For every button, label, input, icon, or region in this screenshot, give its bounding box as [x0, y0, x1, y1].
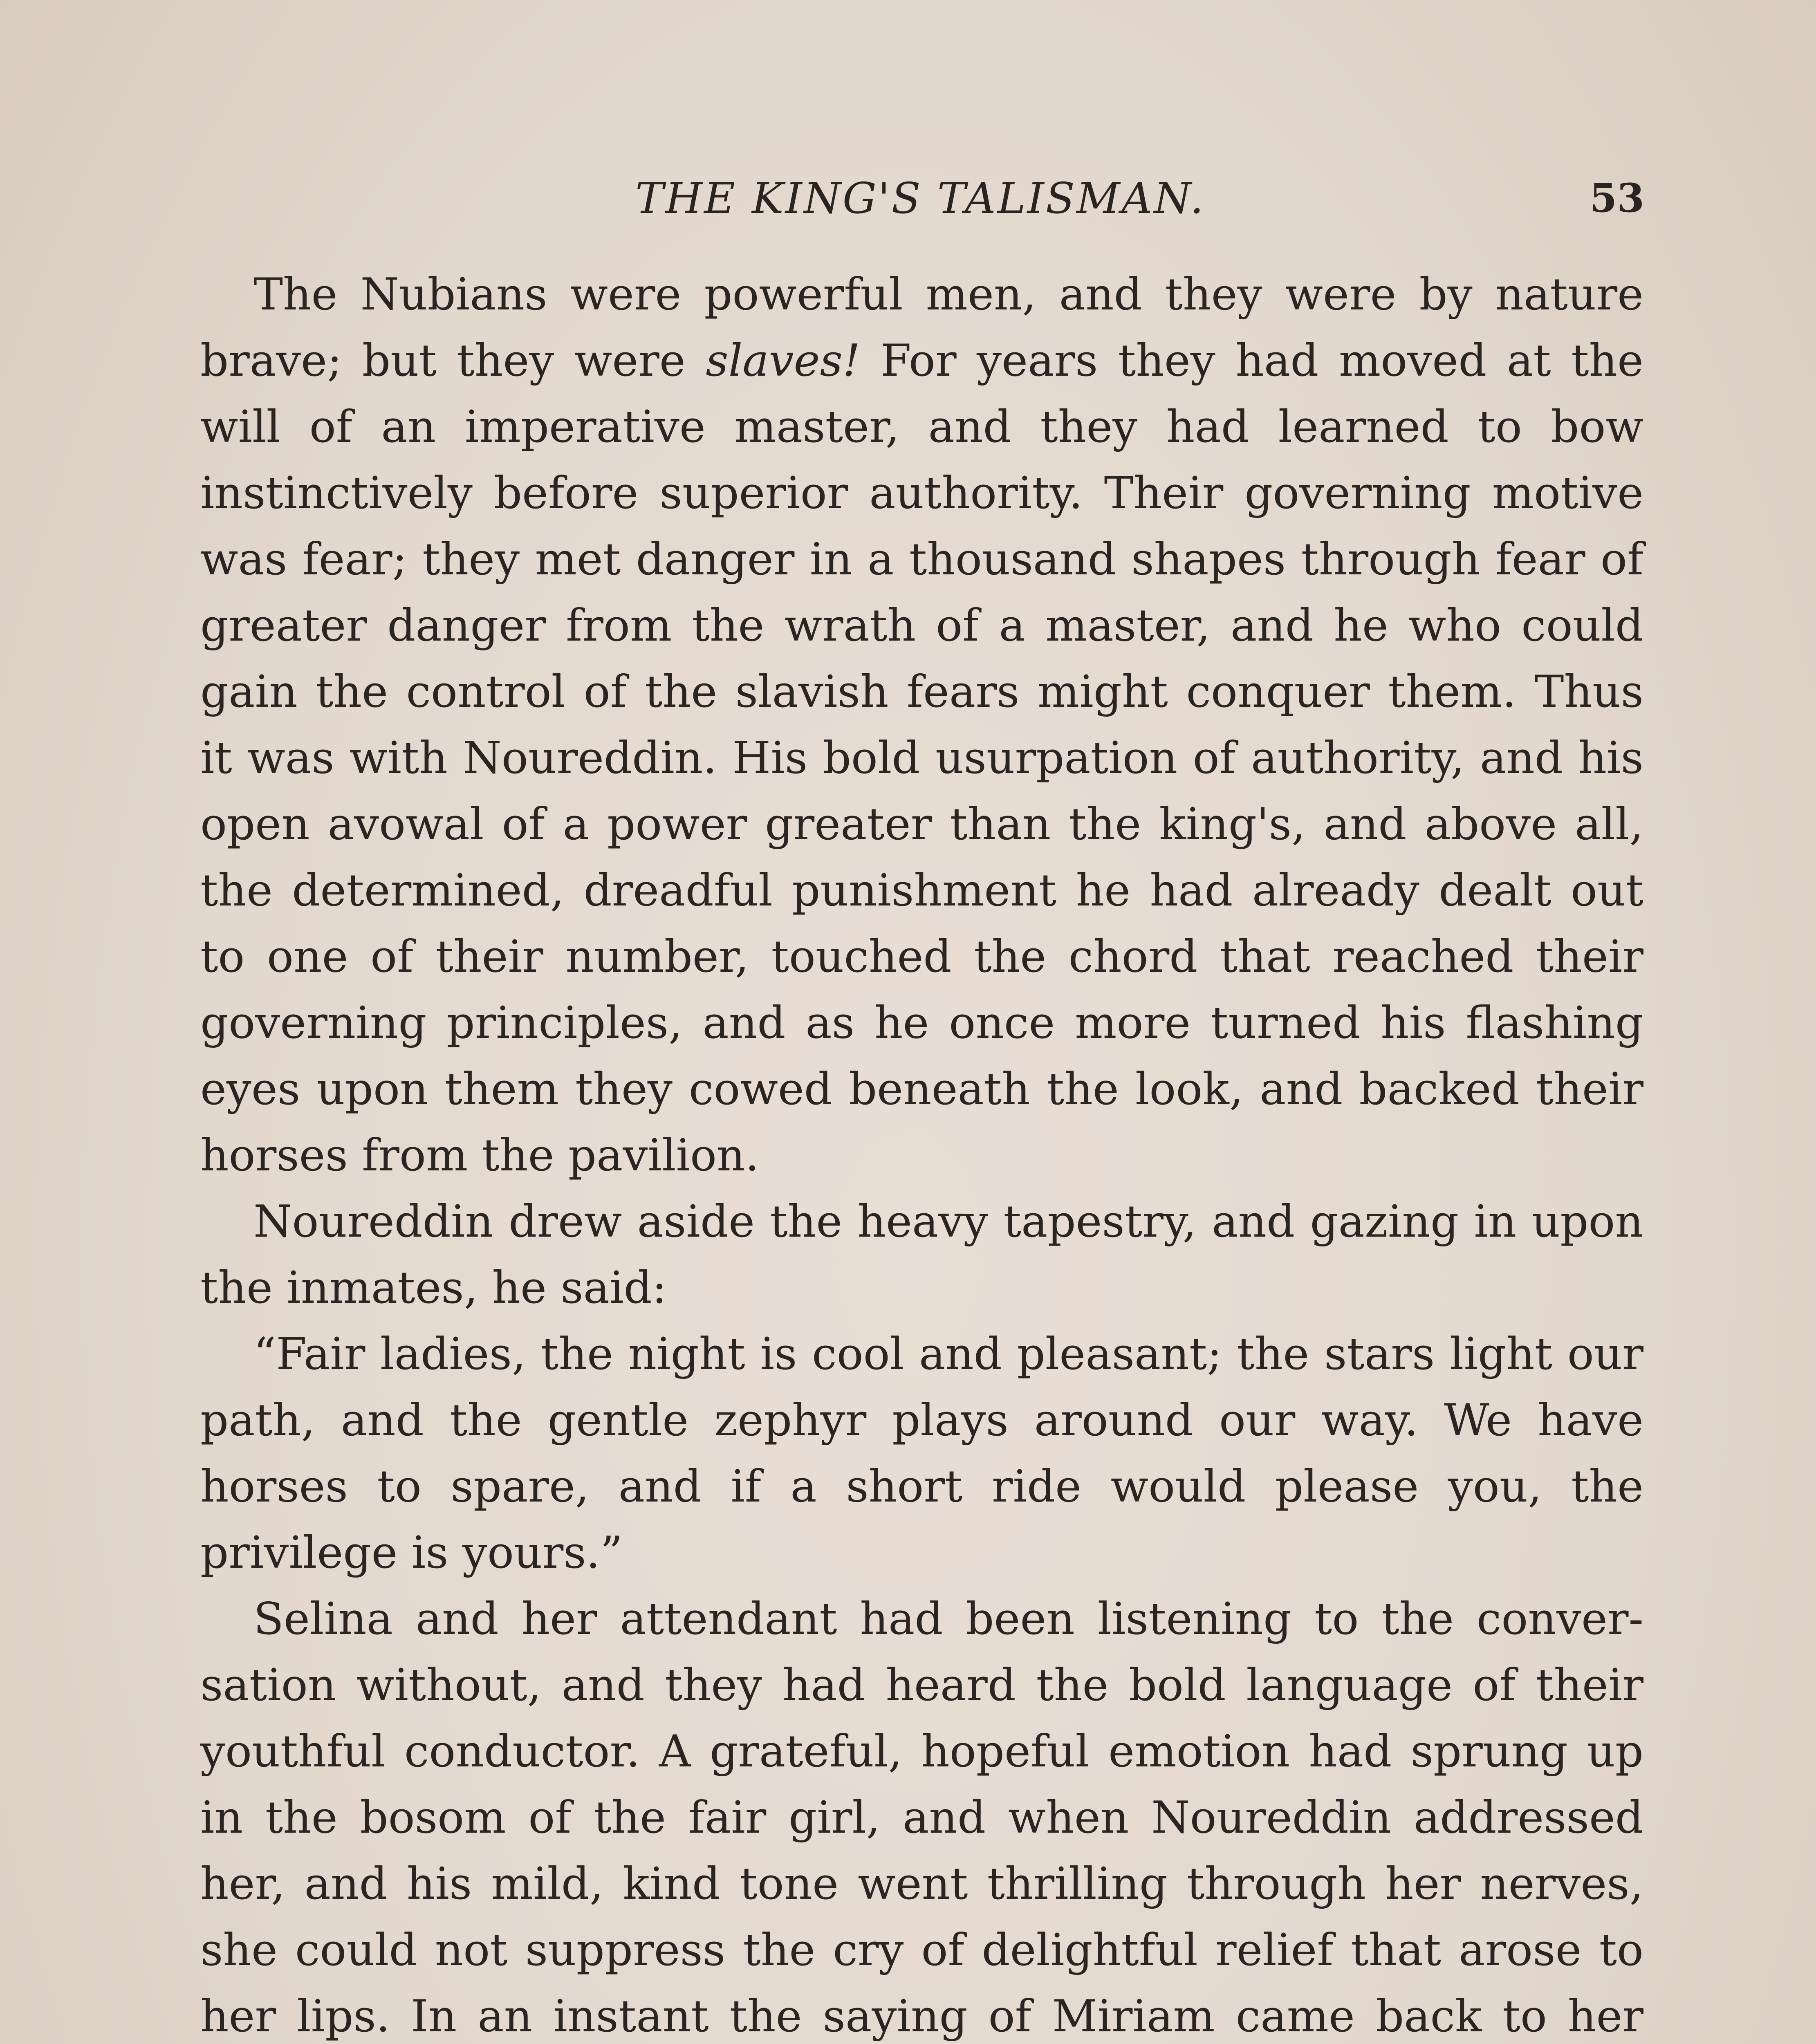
body-text [200, 262, 1643, 2044]
paragraph-3: “Fair ladies, the night is cool and pleasant; the stars light our path, and the gentle zephyr plays around our way. We have horses to spare, and if a short ride would please you, the privilege is yours.” [200, 1329, 1643, 1578]
paragraph-4: Selina and her attendant had been listening to the conversation without, and they had heard the bold language of their youthful conductor. A grateful, hopeful emotion had sprung up in the bosom of the fair girl, and when Noureddin addressed her, and his mild, kind tone went thrilling through her nerves, she could not suppress the cry of delightful relief that arose to her lips. In an instant the saying of Miriam came back to her [200, 1594, 1643, 2042]
paragraph-1 [200, 262, 1643, 1189]
emphasis-slaves: slaves! [706, 335, 861, 386]
page-number: 53 [1590, 175, 1644, 221]
running-title: THE KING'S TALISMAN. [635, 173, 1205, 223]
paragraph-2: Noureddin drew aside the heavy tapestry, and gazing in upon the inmates, he said: [200, 1196, 1643, 1313]
paragraph-1-part-2: For years they had moved at the will of an imperative master, and they had learned to bow instinctively before superior authority. Their governing motive was fear; they met danger in a thousand shapes through fear of greater danger from the wrath of a master, and he who could gain the control of the slavish fears might conquer them. Thus it was with Noureddin. His bold usurpation of authority, and his open avowal of a power greater than the king's, and above all, the determined, dreadful punishment he had already dealt out to one of their number, touched the chord that reached their governing principles, and as he once more turned his flashing eyes upon them they cowed beneath the look, and backed their horses from the pavilion. [200, 335, 1643, 1181]
page-header [196, 164, 1644, 233]
paragraph-1-part-1: The Nubians were powerful men, and they were by nature brave; but they were [200, 269, 1643, 386]
